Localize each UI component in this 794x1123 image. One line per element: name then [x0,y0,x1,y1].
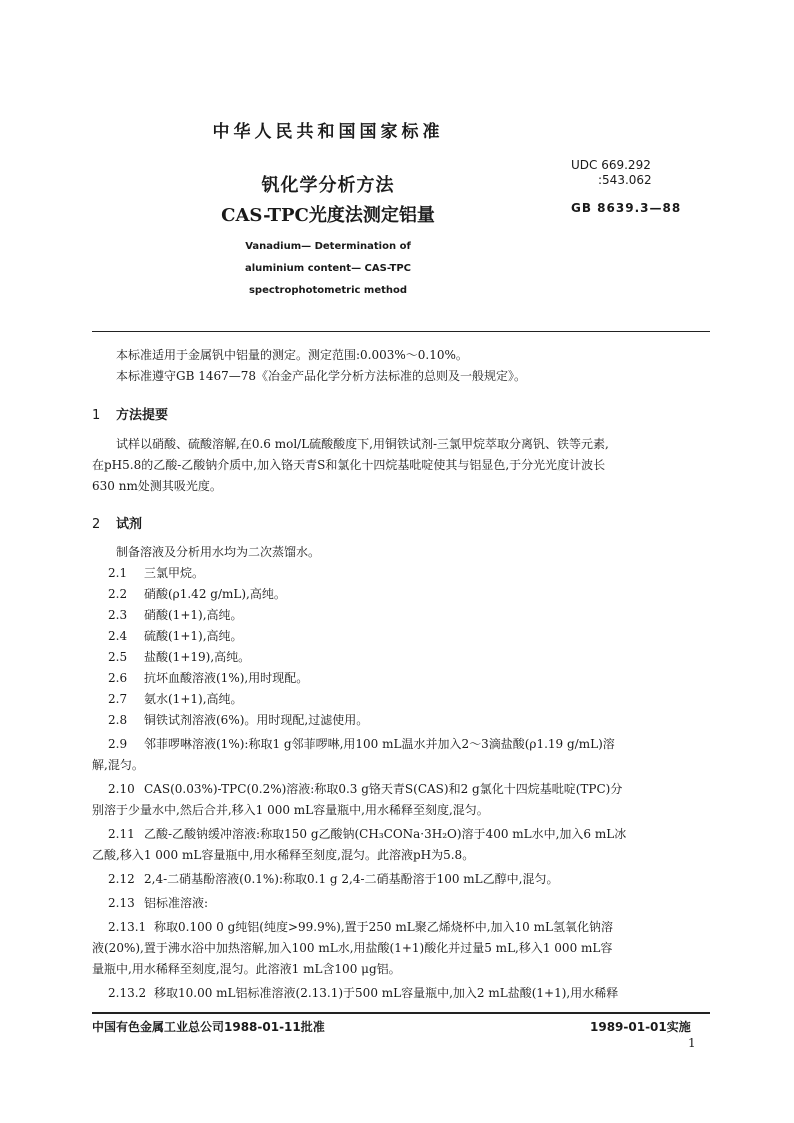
english-title-line1: Vanadium— Determination of [245,241,411,252]
english-title-line3: spectrophotometric method [248,285,408,296]
reagent-item-2-11: 2.11 乙酸-乙酸钠缓冲溶液:称取150 g乙酸钠(CH₃CONa·3H₂O)溶于400 mL水中,加入6 mL冰 [108,827,627,841]
header-divider [92,331,710,332]
approval-date: 中国有色金属工业总公司1988-01-11批准 [92,1020,325,1034]
section-title: 方法提要 [116,408,169,423]
reagent-item-2-12: 2.12 2,4-二硝基酚溶液(0.1%):称取0.1 g 2,4-二硝基酚溶于100 mL乙醇中,混匀。 [108,872,559,886]
page-number: 1 [688,1036,696,1050]
document-title-line2: CAS-TPC光度法测定铝量 [221,205,435,226]
udc-code: UDC 669.292 [571,158,651,172]
document-title-line1: 钒化学分析方法 [261,175,395,196]
reagent-item-2-9-cont: 解,混匀。 [92,758,144,772]
scope-statement: 本标准适用于金属钒中铝量的测定。测定范围:0.003%～0.10%。 [116,348,468,362]
reagent-intro: 制备溶液及分析用水均为二次蒸馏水。 [116,545,321,559]
gb-standard-number: GB 8639.3—88 [571,201,682,215]
reagent-item: 2.7 氨水(1+1),高纯。 [108,692,243,706]
method-summary-line3: 630 nm处测其吸光度。 [92,479,222,493]
compliance-statement: 本标准遵守GB 1467—78《冶金产品化学分析方法标准的总则及一般规定》。 [116,369,527,383]
section-2-heading [92,513,142,532]
reagent-item: 2.5 盐酸(1+19),高纯。 [108,650,251,664]
section-number: 2 [92,517,101,532]
effective-date: 1989-01-01实施 [590,1020,691,1034]
reagent-item-2-13-1-cont: 量瓶中,用水稀释至刻度,混匀。此溶液1 mL含100 μg铝。 [92,962,401,976]
reagent-item-2-13-1-cont: 液(20%),置于沸水浴中加热溶解,加入100 mL水,用盐酸(1+1)酸化并过量5 mL,移入1 000 mL容 [92,941,613,955]
reagent-item-2-10: 2.10 CAS(0.03%)-TPC(0.2%)溶液:称取0.3 g铬天青S(CAS)和2 g氯化十四烷基吡啶(TPC)分 [108,782,623,796]
reagent-item: 2.3 硝酸(1+1),高纯。 [108,608,243,622]
method-summary-line2: 在pH5.8的乙酸-乙酸钠介质中,加入铬天青S和氯化十四烷基吡啶使其与铝显色,于分光光度计波长 [92,458,606,472]
reagent-item-2-13: 2.13 铝标准溶液: [108,896,209,910]
reagent-item: 2.2 硝酸(ρ1.42 g/mL),高纯。 [108,587,286,601]
reagent-item: 2.8 铜铁试剂溶液(6%)。用时现配,过滤使用。 [108,713,369,727]
section-title: 试剂 [116,517,143,532]
footer-divider [92,1012,710,1014]
section-1-heading [92,404,168,423]
national-standard-heading: 中华人民共和国国家标准 [212,122,444,142]
section-number: 1 [92,408,101,423]
method-summary-line1: 试样以硝酸、硫酸溶解,在0.6 mol/L硫酸酸度下,用铜铁试剂-三氯甲烷萃取分离钒、铁等元素, [116,437,609,451]
udc-code-suffix: :543.062 [598,173,652,187]
english-title-line2: aluminium content— CAS-TPC [244,263,412,274]
reagent-item: 2.4 硫酸(1+1),高纯。 [108,629,243,643]
reagent-item-2-9: 2.9 邻菲啰啉溶液(1%):称取1 g邻菲啰啉,用100 mL温水并加入2～3滴盐酸(ρ1.19 g/mL)溶 [108,737,615,751]
reagent-item-2-11-cont: 乙酸,移入1 000 mL容量瓶中,用水稀释至刻度,混匀。此溶液pH为5.8。 [92,848,475,862]
reagent-item: 2.6 抗坏血酸溶液(1%),用时现配。 [108,671,309,685]
reagent-item-2-13-2: 2.13.2 移取10.00 mL铝标准溶液(2.13.1)于500 mL容量瓶中,加入2 mL盐酸(1+1),用水稀释 [108,986,619,1000]
reagent-item: 2.1 三氯甲烷。 [108,566,205,580]
reagent-item-2-10-cont: 别溶于少量水中,然后合并,移入1 000 mL容量瓶中,用水稀释至刻度,混匀。 [92,803,489,817]
reagent-item-2-13-1: 2.13.1 称取0.100 0 g纯铝(纯度>99.9%),置于250 mL聚乙烯烧杯中,加入10 mL氢氧化钠溶 [108,920,613,934]
